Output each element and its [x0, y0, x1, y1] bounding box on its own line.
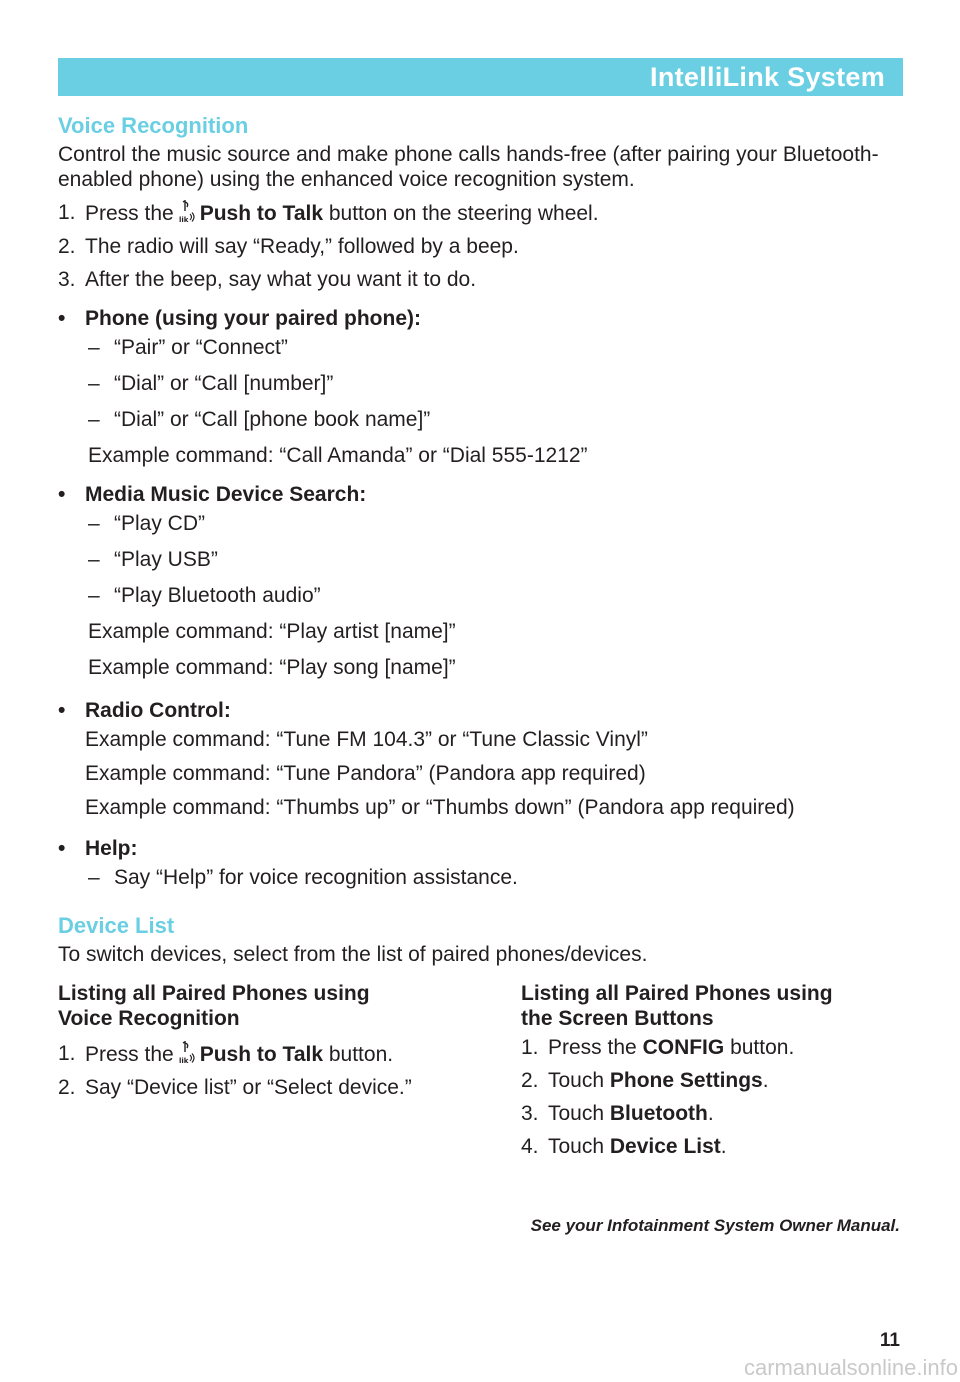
list-item: – “Dial” or “Call [number]” — [88, 372, 334, 395]
example-command: Example command: “Thumbs up” or “Thumbs down” (Pandora app required) — [85, 796, 795, 819]
list-item: – Say “Help” for voice recognition assistance. — [88, 866, 518, 889]
device-list-heading: Device List — [58, 913, 175, 938]
push-to-talk-icon — [178, 200, 196, 224]
bullet-radio — [58, 698, 908, 723]
step-text-after: button on the steering wheel. — [328, 202, 599, 225]
step-text-before: Press the — [85, 202, 174, 225]
watermark: carmanualsonline.info — [743, 1355, 958, 1380]
bullet-help — [58, 836, 908, 861]
list-item: 3. Touch Bluetooth. — [521, 1102, 714, 1125]
list-item: 1. Press the CONFIG button. — [521, 1036, 795, 1059]
list-item: 2. Say “Device list” or “Select device.” — [58, 1076, 412, 1099]
owner-manual-note: See your Infotainment System Owner Manual. — [530, 1216, 900, 1235]
bullet-phone — [58, 306, 908, 331]
bullet-title: Media Music Device Search: — [85, 483, 367, 506]
voice-recognition-heading: Voice Recognition — [58, 113, 249, 138]
step-text: The radio will say “Ready,” followed by a beep. — [85, 235, 519, 258]
example-command: Example command: “Tune Pandora” (Pandora app required) — [85, 762, 646, 785]
step-number: 2. — [58, 235, 76, 258]
step-text — [85, 200, 599, 226]
bullet-dot-icon: • — [58, 483, 66, 506]
example-command: Example command: “Tune FM 104.3” or “Tune Classic Vinyl” — [85, 728, 648, 751]
list-item: – “Dial” or “Call [phone book name]” — [88, 408, 431, 431]
device-list-columns — [58, 981, 908, 1167]
column-title: Listing all Paired Phones using Voice Recognition — [58, 982, 370, 1030]
column-title: Listing all Paired Phones using the Screen Buttons — [521, 982, 833, 1030]
voice-recognition-intro: Control the music source and make phone calls hands-free (after pairing your Bluetooth-enabled phone) using the enhanced voice recognition system. — [58, 143, 879, 191]
voice-listing-column — [58, 981, 521, 1167]
svg-text:lik: lik — [178, 216, 189, 224]
page-number: 11 — [879, 1330, 900, 1351]
list-item: 2. Touch Phone Settings. — [521, 1069, 769, 1092]
bullet-dot-icon: • — [58, 699, 66, 722]
device-list-intro: To switch devices, select from the list of paired phones/devices. — [58, 943, 648, 966]
step-number: 3. — [58, 268, 76, 291]
voice-step — [58, 234, 908, 259]
banner-title: IntelliLink System — [650, 61, 885, 92]
bullet-title: Phone (using your paired phone): — [85, 307, 421, 330]
voice-step — [58, 200, 908, 226]
section-banner — [58, 58, 903, 96]
help-commands-list — [88, 865, 908, 890]
bullet-media — [58, 482, 908, 507]
screen-listing-steps — [521, 1035, 906, 1159]
example-command: Example command: “Play song [name]” — [88, 656, 456, 679]
bullet-dot-icon: • — [58, 307, 66, 330]
bullet-title: Radio Control: — [85, 699, 231, 722]
example-command: Example command: “Play artist [name]” — [88, 620, 456, 643]
media-commands-list — [88, 511, 908, 608]
phone-commands-list — [88, 335, 908, 432]
push-to-talk-icon — [178, 1041, 196, 1065]
list-item: – “Play USB” — [88, 548, 218, 571]
voice-listing-steps — [58, 1041, 521, 1100]
list-item: – “Play Bluetooth audio” — [88, 584, 321, 607]
voice-steps-list — [58, 200, 908, 292]
push-to-talk-label: Push to Talk — [199, 202, 324, 225]
page-content — [58, 112, 908, 1167]
step-number: 1. — [58, 201, 76, 224]
example-command: Example command: “Call Amanda” or “Dial 555-1212” — [88, 444, 588, 467]
list-item: – “Pair” or “Connect” — [88, 336, 288, 359]
list-item: 4. Touch Device List. — [521, 1135, 727, 1158]
step-text: After the beep, say what you want it to do. — [85, 268, 477, 291]
screen-listing-column — [521, 981, 906, 1167]
bullet-dot-icon: • — [58, 837, 66, 860]
svg-text:lik: lik — [178, 1057, 189, 1065]
voice-step — [58, 267, 908, 292]
bullet-title: Help: — [85, 837, 138, 860]
list-item: – “Play CD” — [88, 512, 206, 535]
list-item: 1. Press the lik Push to Talk button. — [58, 1042, 394, 1066]
